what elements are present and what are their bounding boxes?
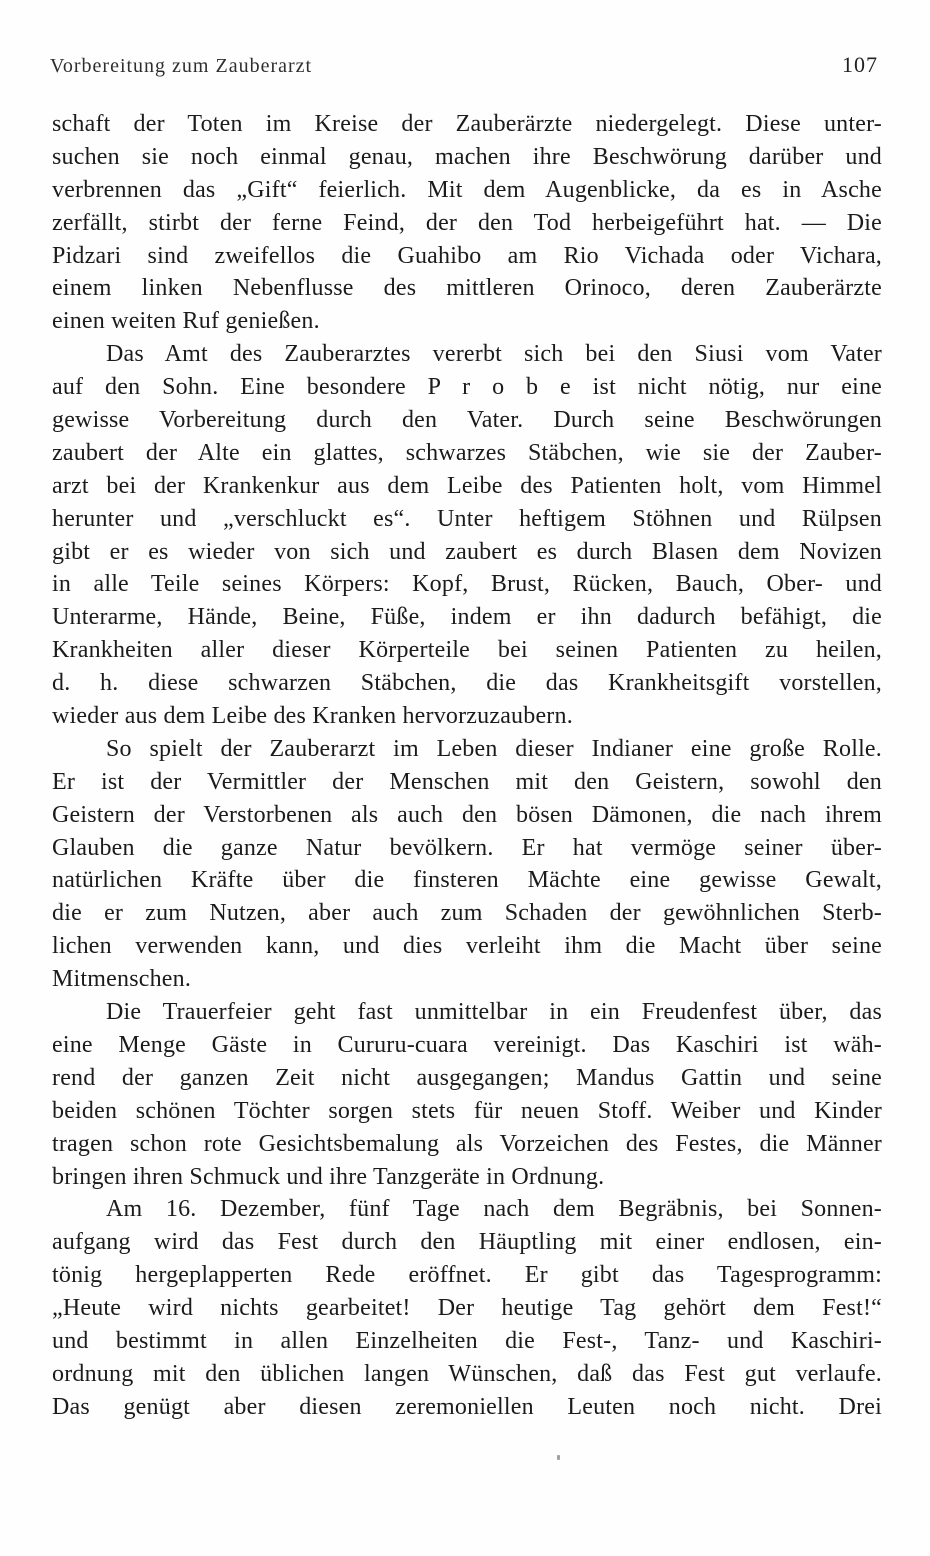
text-line: lichen verwenden kann, und dies verleiht ihm die Macht über seine <box>52 933 882 960</box>
text-line: Die Trauerfeier geht fast unmittelbar in ein Freudenfest über, das <box>106 999 882 1026</box>
page-number: 107 <box>842 52 878 77</box>
text-line: gibt er es wieder von sich und zaubert es durch Blasen dem Novizen <box>52 538 882 565</box>
text-line: wieder aus dem Leibe des Kranken hervorzuzaubern. <box>52 703 573 730</box>
page-body <box>52 108 882 1424</box>
text-line: Er ist der Vermittler der Menschen mit den Geistern, sowohl den <box>52 768 882 795</box>
text-line: gewisse Vorbereitung durch den Vater. Durch seine Beschwörungen <box>52 407 882 434</box>
text-line: aufgang wird das Fest durch den Häuptling mit einer endlosen, ein- <box>52 1229 882 1256</box>
text-line: rend der ganzen Zeit nicht ausgegangen; Mandus Gattin und seine <box>52 1064 882 1091</box>
text-line: Mitmenschen. <box>52 966 192 993</box>
text-line: Unterarme, Hände, Beine, Füße, indem er ihn dadurch befähigt, die <box>52 604 882 631</box>
text-line: einem linken Nebenflusse des mittleren Orinoco, deren Zauberärzte <box>52 275 882 302</box>
text-line: „Heute wird nichts gearbeitet! Der heutige Tag gehört dem Fest!“ <box>52 1295 882 1322</box>
text-line: suchen sie noch einmal genau, machen ihre Beschwörung darüber und <box>52 143 882 170</box>
text-line: Das genügt aber diesen zeremoniellen Leuten noch nicht. Drei <box>52 1393 882 1420</box>
text-line: verbrennen das „Gift“ feierlich. Mit dem Augenblicke, da es in Asche <box>52 176 882 203</box>
text-line: und bestimmt in allen Einzelheiten die Fest-, Tanz- und Kaschiri- <box>52 1327 882 1354</box>
text-line: Krankheiten aller dieser Körperteile bei seinen Patienten zu heilen, <box>52 637 882 664</box>
text-line: Glauben die ganze Natur bevölkern. Er hat vermöge seiner über- <box>52 834 882 861</box>
text-line: Pidzari sind zweifellos die Guahibo am Rio Vichada oder Vichara, <box>52 242 882 269</box>
text-line: tönig hergeplapperten Rede eröffnet. Er gibt das Tagesprogramm: <box>52 1262 882 1289</box>
text-line: eine Menge Gäste in Cururu-cuara vereinigt. Das Kaschiri ist wäh- <box>52 1031 882 1058</box>
text-line: zerfällt, stirbt der ferne Feind, der den Tod herbeigeführt hat. — Die <box>52 209 882 236</box>
text-line: arzt bei der Krankenkur aus dem Leibe des Patienten holt, vom Himmel <box>52 472 882 499</box>
text-line: zaubert der Alte ein glattes, schwarzes Stäbchen, wie sie der Zauber- <box>52 439 882 466</box>
text-line: tragen schon rote Gesichtsbemalung als Vorzeichen des Festes, die Männer <box>52 1130 882 1157</box>
text-line: auf den Sohn. Eine besondere P r o b e ist nicht nötig, nur eine <box>52 374 882 401</box>
text-line: herunter und „verschluckt es“. Unter heftigem Stöhnen und Rülpsen <box>52 505 882 532</box>
text-line: Am 16. Dezember, fünf Tage nach dem Begräbnis, bei Sonnen- <box>106 1196 882 1223</box>
text-line: die er zum Nutzen, aber auch zum Schaden der gewöhnlichen Sterb- <box>52 900 882 927</box>
running-head <box>50 52 878 78</box>
text-line: Das Amt des Zauberarztes vererbt sich bei den Siusi vom Vater <box>106 341 882 368</box>
text-line: beiden schönen Töchter sorgen stets für neuen Stoff. Weiber und Kinder <box>52 1097 882 1124</box>
text-line: natürlichen Kräfte über die finsteren Mächte eine gewisse Gewalt, <box>52 867 882 894</box>
text-line: d. h. diese schwarzen Stäbchen, die das Krankheitsgift vorstellen, <box>52 670 882 697</box>
text-line: ordnung mit den üblichen langen Wünschen, daß das Fest gut verlaufe. <box>52 1360 882 1387</box>
text-line: So spielt der Zauberarzt im Leben dieser Indianer eine große Rolle. <box>106 735 882 762</box>
text-line: Geistern der Verstorbenen als auch den bösen Dämonen, die nach ihrem <box>52 801 882 828</box>
text-line: bringen ihren Schmuck und ihre Tanzgeräte in Ordnung. <box>52 1163 605 1190</box>
ink-speck <box>557 1455 560 1460</box>
text-line: in alle Teile seines Körpers: Kopf, Brust, Rücken, Bauch, Ober- und <box>52 571 882 598</box>
running-title: Vorbereitung zum Zauberarzt <box>50 55 313 77</box>
text-line: schaft der Toten im Kreise der Zauberärzte niedergelegt. Diese unter- <box>52 111 882 137</box>
text-line: einen weiten Ruf genießen. <box>52 308 320 335</box>
